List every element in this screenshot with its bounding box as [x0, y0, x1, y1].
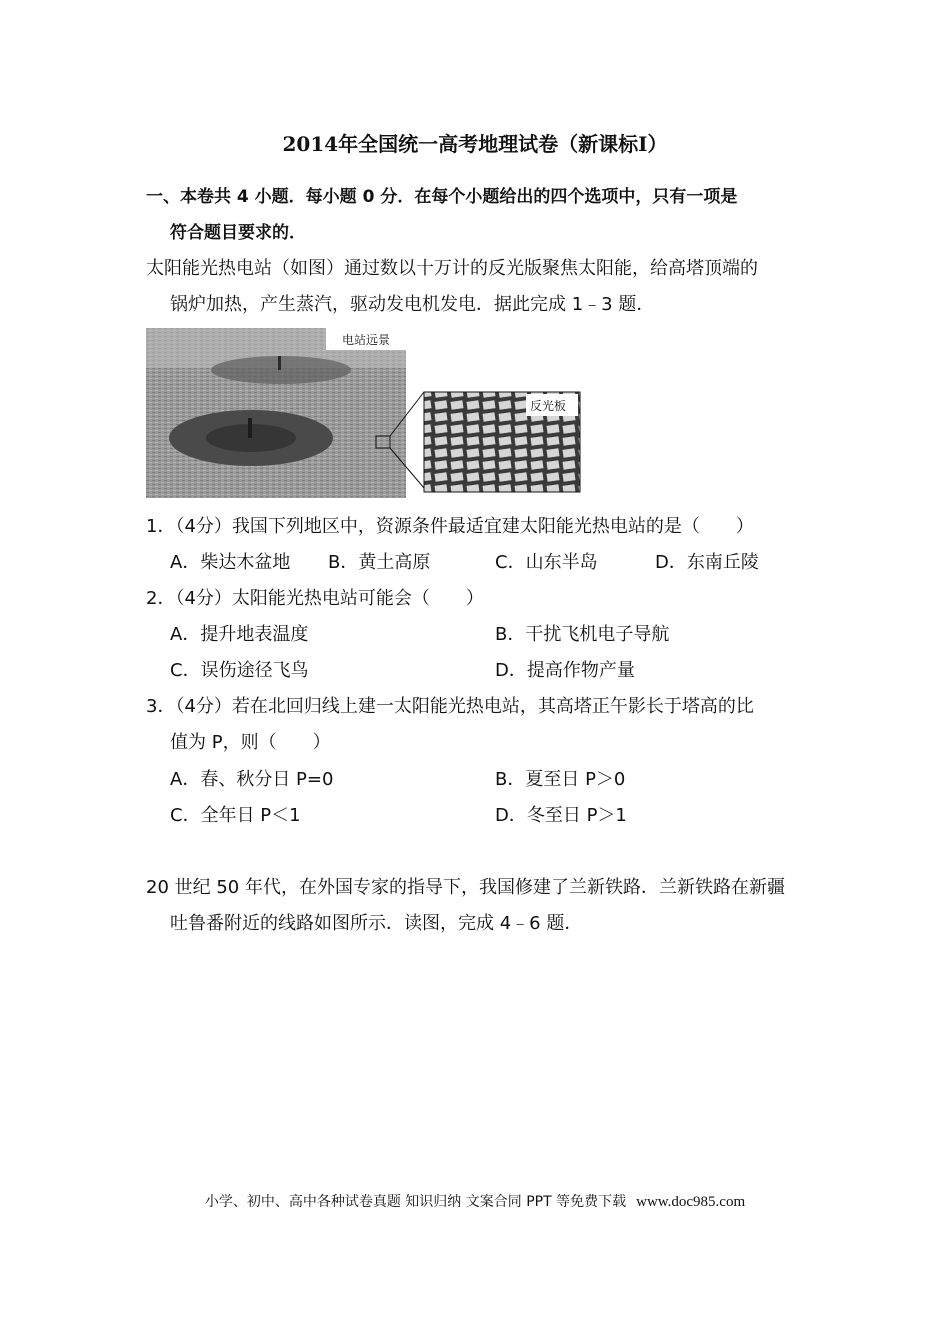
solar-station-figure — [146, 328, 582, 498]
section-header-line1: 一、本卷共 4 小题．每小题 0 分．在每个小题给出的四个选项中，只有一项是 — [146, 187, 738, 207]
far-view-label: 电站远景 — [342, 333, 391, 347]
footer-text: 小学、初中、高中各种试卷真题 知识归纳 文案合同 PPT 等免费下载 — [204, 1194, 627, 1210]
intro1-line1: 太阳能光热电站（如图）通过数以十万计的反光版聚焦太阳能，给高塔顶端的 — [146, 258, 758, 279]
intro2-line2: 吐鲁番附近的线路如图所示．读图，完成 4﹣6 题． — [170, 913, 583, 934]
question-2-stem: 2．（4分）太阳能光热电站可能会（ ） — [146, 588, 484, 609]
question-1-option-c: C．山东半岛 — [495, 552, 598, 573]
question-3-stem-line1: 3．（4分）若在北回归线上建一太阳能光热电站，其高塔正午影长于塔高的比 — [146, 696, 754, 717]
footer-url[interactable]: www.doc985.com — [636, 1194, 746, 1210]
section-header-line2: 符合题目要求的． — [170, 223, 306, 243]
page-title: 2014年全国统一高考地理试卷（新课标I） — [282, 132, 668, 156]
question-1-stem: 1．（4分）我国下列地区中，资源条件最适宜建太阳能光热电站的是（ ） — [146, 516, 754, 537]
question-2-option-a: A．提升地表温度 — [170, 624, 309, 645]
page-footer — [0, 1191, 950, 1211]
question-1-option-b: B．黄土高原 — [328, 552, 431, 573]
question-1-option-d: D．东南丘陵 — [655, 552, 759, 573]
intro1-line2: 锅炉加热，产生蒸汽，驱动发电机发电．据此完成 1﹣3 题． — [170, 294, 655, 315]
question-2-option-d: D．提高作物产量 — [495, 660, 635, 681]
question-3-option-a: A．春、秋分日 P=0 — [170, 769, 334, 790]
question-2-option-c: C．误伤途径飞鸟 — [170, 660, 309, 681]
question-1-option-a: A．柴达木盆地 — [170, 552, 291, 573]
panel-label: 反光板 — [530, 399, 567, 413]
tower-icon — [248, 418, 252, 438]
question-3-option-d: D．冬至日 P＞1 — [495, 805, 627, 826]
question-3-option-b: B．夏至日 P＞0 — [495, 769, 626, 790]
question-3-option-c: C．全年日 P＜1 — [170, 805, 301, 826]
question-3-stem-line2: 值为 P，则（ ） — [170, 732, 331, 753]
intro2-line1: 20 世纪 50 年代，在外国专家的指导下，我国修建了兰新铁路．兰新铁路在新疆 — [146, 877, 785, 898]
question-2-option-b: B．干扰飞机电子导航 — [495, 624, 670, 645]
